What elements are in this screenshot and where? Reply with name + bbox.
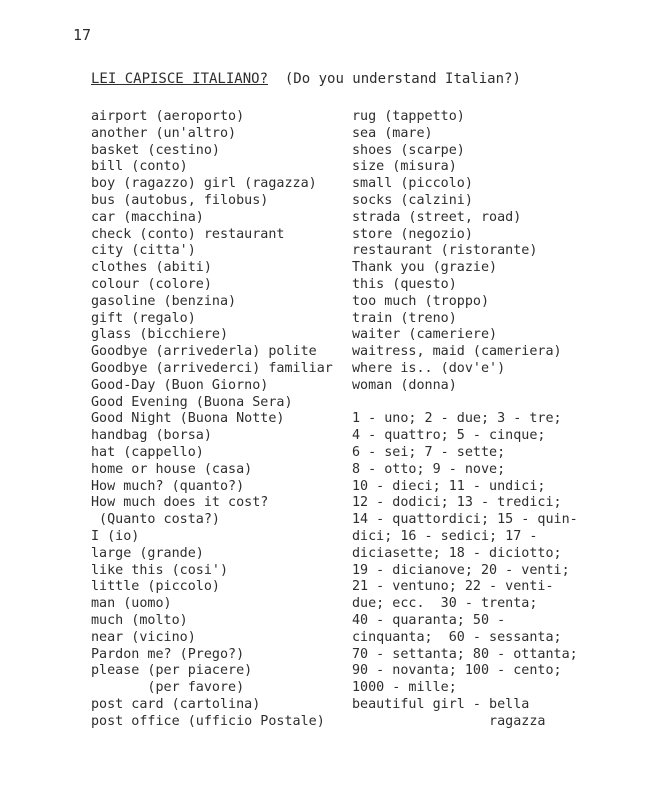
vocabulary-right-column [352,109,578,730]
vocab-entry: man (uomo) [91,596,172,612]
vocab-entry: airport (aeroporto) [91,109,245,124]
vocab-entry: rug (tappetto) [352,109,465,124]
heading-subtitle: (Do you understand Italian?) [284,71,521,87]
vocab-entry: train (treno) [352,310,457,326]
number-entry: 40 - quaranta; 50 - [352,612,506,628]
vocab-entry: post card (cartolina) [91,696,261,712]
vocab-entry: Thank you (grazie) [352,260,498,276]
number-entry: due; ecc. 30 - trenta; [352,596,538,612]
vocab-entry: socks (calzini) [352,192,473,208]
vocab-entry: bus (autobus, filobus) [91,192,269,208]
vocab-entry: much (molto) [91,612,188,628]
vocab-entry: Good Night (Buona Notte) [91,411,285,427]
vocab-entry: city (citta') [91,243,196,259]
vocab-entry: clothes (abiti) [91,260,212,276]
vocab-entry: Goodbye (arrivederla) polite [91,344,317,360]
vocab-entry: home or house (casa) [91,461,253,477]
vocab-entry: hat (cappello) [91,444,204,460]
number-entry: 19 - dicianove; 20 - venti; [352,562,570,578]
number-entry: 14 - quattordici; 15 - quin- [352,512,578,528]
vocab-entry: little (piccolo) [91,579,220,595]
page-number: 17 [73,26,92,44]
vocab-entry: basket (cestino) [91,142,220,158]
vocab-entry: like this (cosi') [91,562,229,578]
vocab-entry: boy (ragazzo) girl (ragazza) [91,176,317,192]
vocab-entry: this (questo) [352,276,457,292]
number-entry: 8 - otto; 9 - nove; [352,461,506,477]
spacer [352,395,578,412]
number-entry: 1 - uno; 2 - due; 3 - tre; [352,411,562,427]
vocab-entry: woman (donna) [352,377,457,393]
vocab-entry: where is.. (dov'e') [352,360,506,376]
vocab-entry: beautiful girl - bella [352,696,530,712]
number-entry: 4 - quattro; 5 - cinque; [352,428,546,444]
vocab-entry: glass (bicchiere) [91,327,229,343]
vocab-entry: small (piccolo) [352,176,473,192]
heading-title: LEI CAPISCE ITALIANO? [91,71,269,87]
vocab-entry: Good-Day (Buon Giorno) [91,377,269,393]
vocab-entry: restaurant (ristorante) [352,243,538,259]
vocab-entry: How much does it cost? [91,495,269,511]
vocab-entry: shoes (scarpe) [352,142,465,158]
number-entry: 1000 - mille; [352,680,457,696]
vocab-entry: bill (conto) [91,159,188,175]
number-entry: 70 - settanta; 80 - ottanta; [352,646,578,662]
vocab-entry: How much? (quanto?) [91,478,245,494]
number-entry: 90 - novanta; 100 - cento; [352,663,562,679]
vocab-entry: size (misura) [352,159,457,175]
vocab-entry: waitress, maid (cameriera) [352,344,562,360]
vocab-entry: handbag (borsa) [91,428,212,444]
vocab-entry: gift (regalo) [91,310,196,326]
vocab-entry: Pardon me? (Prego?) [91,646,245,662]
vocab-entry: strada (street, road) [352,209,522,225]
vocab-entry: please (per piacere) [91,663,253,679]
number-entry: 6 - sei; 7 - sette; [352,444,506,460]
vocab-entry: waiter (cameriere) [352,327,498,343]
number-entry: diciasette; 18 - diciotto; [352,545,562,561]
vocab-entry: (Quanto costa?) [91,512,220,528]
number-entry: 21 - ventuno; 22 - venti- [352,579,554,595]
vocab-entry: sea (mare) [352,125,433,141]
vocab-entry: near (vicino) [91,629,196,645]
vocabulary-left-column [91,109,333,730]
vocab-entry: ragazza [352,713,546,729]
vocab-entry: another (un'altro) [91,125,237,141]
vocab-entry: car (macchina) [91,209,204,225]
number-entry: 10 - dieci; 11 - undici; [352,478,546,494]
vocab-entry: I (io) [91,528,140,544]
vocab-entry: Goodbye (arrivederci) familiar [91,360,333,376]
vocab-entry: post office (ufficio Postale) [91,713,325,729]
vocab-entry: store (negozio) [352,226,473,242]
vocab-entry: colour (colore) [91,276,212,292]
number-entry: dici; 16 - sedici; 17 - [352,528,538,544]
vocab-entry: (per favore) [91,680,245,696]
vocab-entry: large (grande) [91,545,204,561]
number-entry: cinquanta; 60 - sessanta; [352,629,562,645]
page-heading [91,71,521,87]
vocab-entry: check (conto) restaurant [91,226,285,242]
vocab-entry: Good Evening (Buona Sera) [91,394,293,410]
vocab-entry: too much (troppo) [352,293,490,309]
number-entry: 12 - dodici; 13 - tredici; [352,495,562,511]
vocab-entry: gasoline (benzina) [91,293,237,309]
